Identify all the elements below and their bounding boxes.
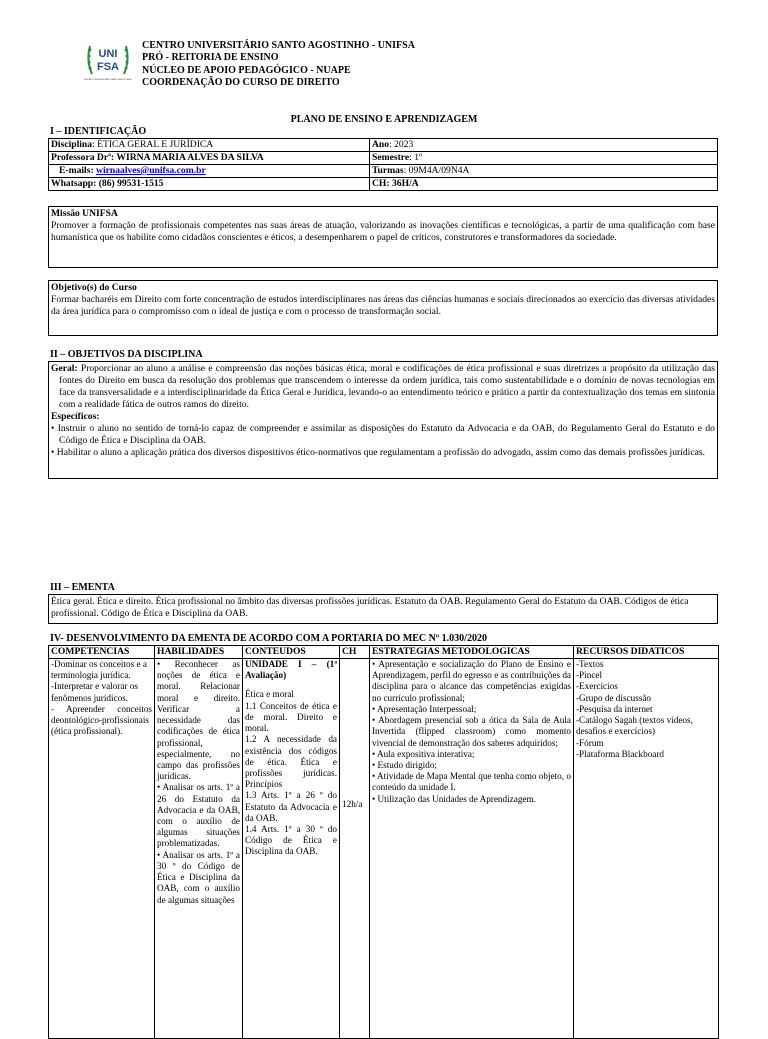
- column-header: CH: [340, 646, 370, 659]
- objetivos-box: [48, 361, 718, 479]
- estrategias-cell: [370, 658, 574, 1038]
- competencia-item: -Dominar os conceitos e a terminologia jurídica.: [51, 658, 147, 681]
- estrategia-item: • Apresentação e socialização do Plano de Ensino e Aprendizagem, perfil do egresso e as contribuições da disciplina para o alcance das competências exigidas no currículo profissional;: [372, 658, 571, 703]
- section-desenvolvimento-heading: IV- DESENVOLVIMENTO DA EMENTA DE ACORDO COM A PORTARIA DO MEC Nº 1.030/2020: [50, 633, 487, 644]
- carga-horaria: CH: 36H/A: [372, 177, 419, 189]
- logo-text-top: UNI: [98, 48, 118, 60]
- estrategia-item: • Estudo dirigido;: [372, 759, 437, 770]
- estrategia-item: • Aula expositiva interativa;: [372, 748, 475, 759]
- identification-table: [48, 138, 718, 191]
- ano-value: : 2023: [389, 139, 414, 150]
- recurso-item: -Pesquisa da internet: [576, 703, 653, 714]
- habilidade-item: • Analisar os arts. 1º a 26 do Estatuto da Advocacia e da OAB, com o auxílio de algumas situações problematizadas.: [157, 782, 240, 849]
- recurso-item: -Grupo de discussão: [576, 692, 652, 703]
- column-header: RECURSOS DIDATICOS: [574, 646, 719, 659]
- turmas-label: Turmas: [372, 164, 404, 176]
- objetivo-curso-box: [48, 280, 718, 336]
- especifico-item: • Instruir o aluno no sentido de torná-lo capaz de compreender e assimilar as disposições do Estatuto da Advocacia e da OAB, do Regulamento Geral do Estatuto e do Código de Ética e Disciplina da OAB.: [51, 422, 715, 446]
- geral-text: Proporcionar ao aluno a análise e compreensão das noções básicas ética, moral e codificações de ética profissional e suas diretrizes a propósito da utilização das fontes do Direito em busca da resolução dos problemas que transcendem o interesse da ordem jurídica, tais como sustentabilidade e o domínio de novas tecnologias em face da transversalidade e a interdisciplinaridade da Ética Geral e Jurídica, levando-o ao entendimento teórico e prático a partir da contextualização dos temas em sintonia com a realidade fática de outros ramos do direito.: [59, 363, 715, 410]
- ch-value: 12h/a: [342, 798, 363, 809]
- whatsapp: Whatsapp: (86) 99531-1515: [51, 177, 164, 189]
- competencia-item: - Apreender conceitos deontológico-profissionais (ética profissional).: [51, 703, 152, 737]
- estrategia-item: • Atividade de Mapa Mental que tenha como objeto, o conteúdo da unidade I.: [372, 771, 571, 793]
- ch-cell: [340, 658, 370, 1038]
- conteudo-item: 1.2 A necessidade da existência dos códigos de ética. Ética e profissões jurídicas. Princípios: [245, 734, 337, 790]
- competencias-cell: [49, 658, 155, 1038]
- ementa-box: [48, 594, 718, 624]
- semestre-value: : 1º: [409, 151, 422, 163]
- recurso-item: -Exercícios: [576, 681, 618, 692]
- section-ementa-heading: III – EMENTA: [50, 582, 115, 593]
- estrategia-item: • Apresentação Interpessoal;: [372, 703, 477, 714]
- ano-label: Ano: [372, 139, 390, 150]
- section-identificacao-heading: I – IDENTIFICAÇÃO: [50, 126, 147, 137]
- habilidade-item: • Analisar os arts. 1º a 30 º do Código de Ética e Disciplina da OAB, com o auxílio de algumas situações: [157, 849, 240, 905]
- missao-box: [48, 206, 718, 268]
- geral-label: Geral:: [51, 363, 78, 374]
- column-header: HABILIDADES: [155, 646, 243, 659]
- missao-text: Promover a formação de profissionais competentes nas suas áreas de atuação, valorizando as inovações científicas e tecnológicas, a partir de uma qualificação com base humanística que os habilite como cidadãos conscientes e éticos, a desempenharem o papel de críticos, construtores e transformadores da sociedade.: [51, 219, 715, 243]
- recurso-item: -Plataforma Blackboard: [576, 748, 665, 759]
- conteudo-item: 1.4 Arts. 1º a 30 º do Código de Ética e Disciplina da OAB.: [245, 824, 337, 857]
- desenvolvimento-table: [48, 645, 719, 1039]
- conteudo-item: 1.1 Conceitos de ética e de moral. Direito e moral.: [245, 700, 337, 734]
- logo-text-bottom: FSA: [97, 61, 119, 73]
- unifsa-logo: [84, 40, 132, 90]
- column-header: ESTRATEGIAS METODOLOGICAS: [370, 646, 574, 659]
- recurso-item: -Fórum: [576, 737, 604, 748]
- disciplina-value: : ÉTICA GERAL E JURÍDICA: [92, 139, 214, 150]
- missao-title: Missão UNIFSA: [51, 208, 118, 219]
- email-link[interactable]: wirnaalves@unifsa.com.br: [96, 164, 206, 176]
- header-line-2: PRÓ - REITORIA DE ENSINO: [142, 52, 279, 64]
- habilidade-item: • Reconhecer as noções de ética e moral. Relacionar moral e direito. Verificar a necessidade das codificações de ética profissional, especialmente, no campo das profissões jurídicas.: [157, 658, 241, 782]
- estrategia-item: • Utilização das Unidades de Aprendizagem.: [372, 793, 536, 804]
- competencia-item: -Interpretar e valorar os fenômenos jurídicos.: [51, 681, 138, 703]
- header-line-3: NÚCLEO DE APOIO PEDAGÓGICO - NUAPE: [142, 64, 351, 76]
- institution-header: [142, 40, 415, 90]
- especifico-item: • Habilitar o aluno a aplicação prática dos diversos dispositivos ético-normativos que regulamentam a profissão do advogado, assim como das demais profissões jurídicas.: [51, 446, 705, 458]
- logo-caption: CENTRO UNIVERSITÁRIO SANTO AGOSTINHO: [84, 79, 132, 81]
- header-line-4: COORDENAÇÃO DO CURSO DE DIREITO: [142, 77, 340, 89]
- unidade-title: UNIDADE I – (1ª Avaliação): [245, 658, 337, 681]
- document-title: PLANO DE ENSINO E APRENDIZAGEM: [290, 114, 478, 125]
- conteudo-item: 1.3 Arts. 1º a 26 º do Estatuto da Advocacia e da OAB.: [245, 790, 337, 823]
- recurso-item: -Catálogo Sagah (textos vídeos, desafios e exercícios): [576, 715, 693, 737]
- recursos-cell: [574, 658, 719, 1038]
- objetivo-curso-title: Objetivo(s) do Curso: [51, 282, 137, 293]
- column-header: COMPETENCIAS: [49, 646, 155, 659]
- section-objetivos-heading: II – OBJETIVOS DA DISCIPLINA: [50, 349, 203, 360]
- disciplina-label: Disciplina: [51, 139, 93, 150]
- turmas-value: : 09M4A/09N4A: [403, 164, 470, 176]
- semestre-label: Semestre: [372, 151, 410, 163]
- header-line-1: CENTRO UNIVERSITÁRIO SANTO AGOSTINHO - UNIFSA: [142, 40, 415, 51]
- professora-label: Professora Drª: WIRNA MARIA ALVES DA SILVA: [51, 151, 264, 163]
- conteudos-cell: [243, 658, 340, 1038]
- estrategia-item: • Abordagem presencial sob a ótica da Sala de Aula Invertida (flipped classroom) como momento vivencial de demonstração dos saberes adquiridos;: [372, 715, 571, 748]
- emails-label: E-mails:: [59, 164, 97, 176]
- objetivo-curso-text: Formar bacharéis em Direito com forte concentração de estudos interdisciplinares nas áreas das ciências humanas e sociais direcionados ao exercício das diversas atividades da área jurídica para o compromisso com o ideal de justiça e com o processo de transformação social.: [51, 293, 715, 317]
- recurso-item: -Textos: [576, 658, 604, 669]
- conteudo-item: Ética e moral: [245, 689, 294, 700]
- ementa-text: Ética geral. Ética e direito. Ética profissional no âmbito das diversas profissões jurídicas. Estatuto da OAB. Regulamento Geral do Estatuto da OAB. Códigos de ética profissional. Código de Ética e Disciplina da OAB.: [51, 596, 689, 619]
- recurso-item: -Pincel: [576, 670, 603, 681]
- column-header: CONTEUDOS: [243, 646, 340, 659]
- especificos-label: Específicos:: [51, 410, 100, 422]
- habilidades-cell: [155, 658, 243, 1038]
